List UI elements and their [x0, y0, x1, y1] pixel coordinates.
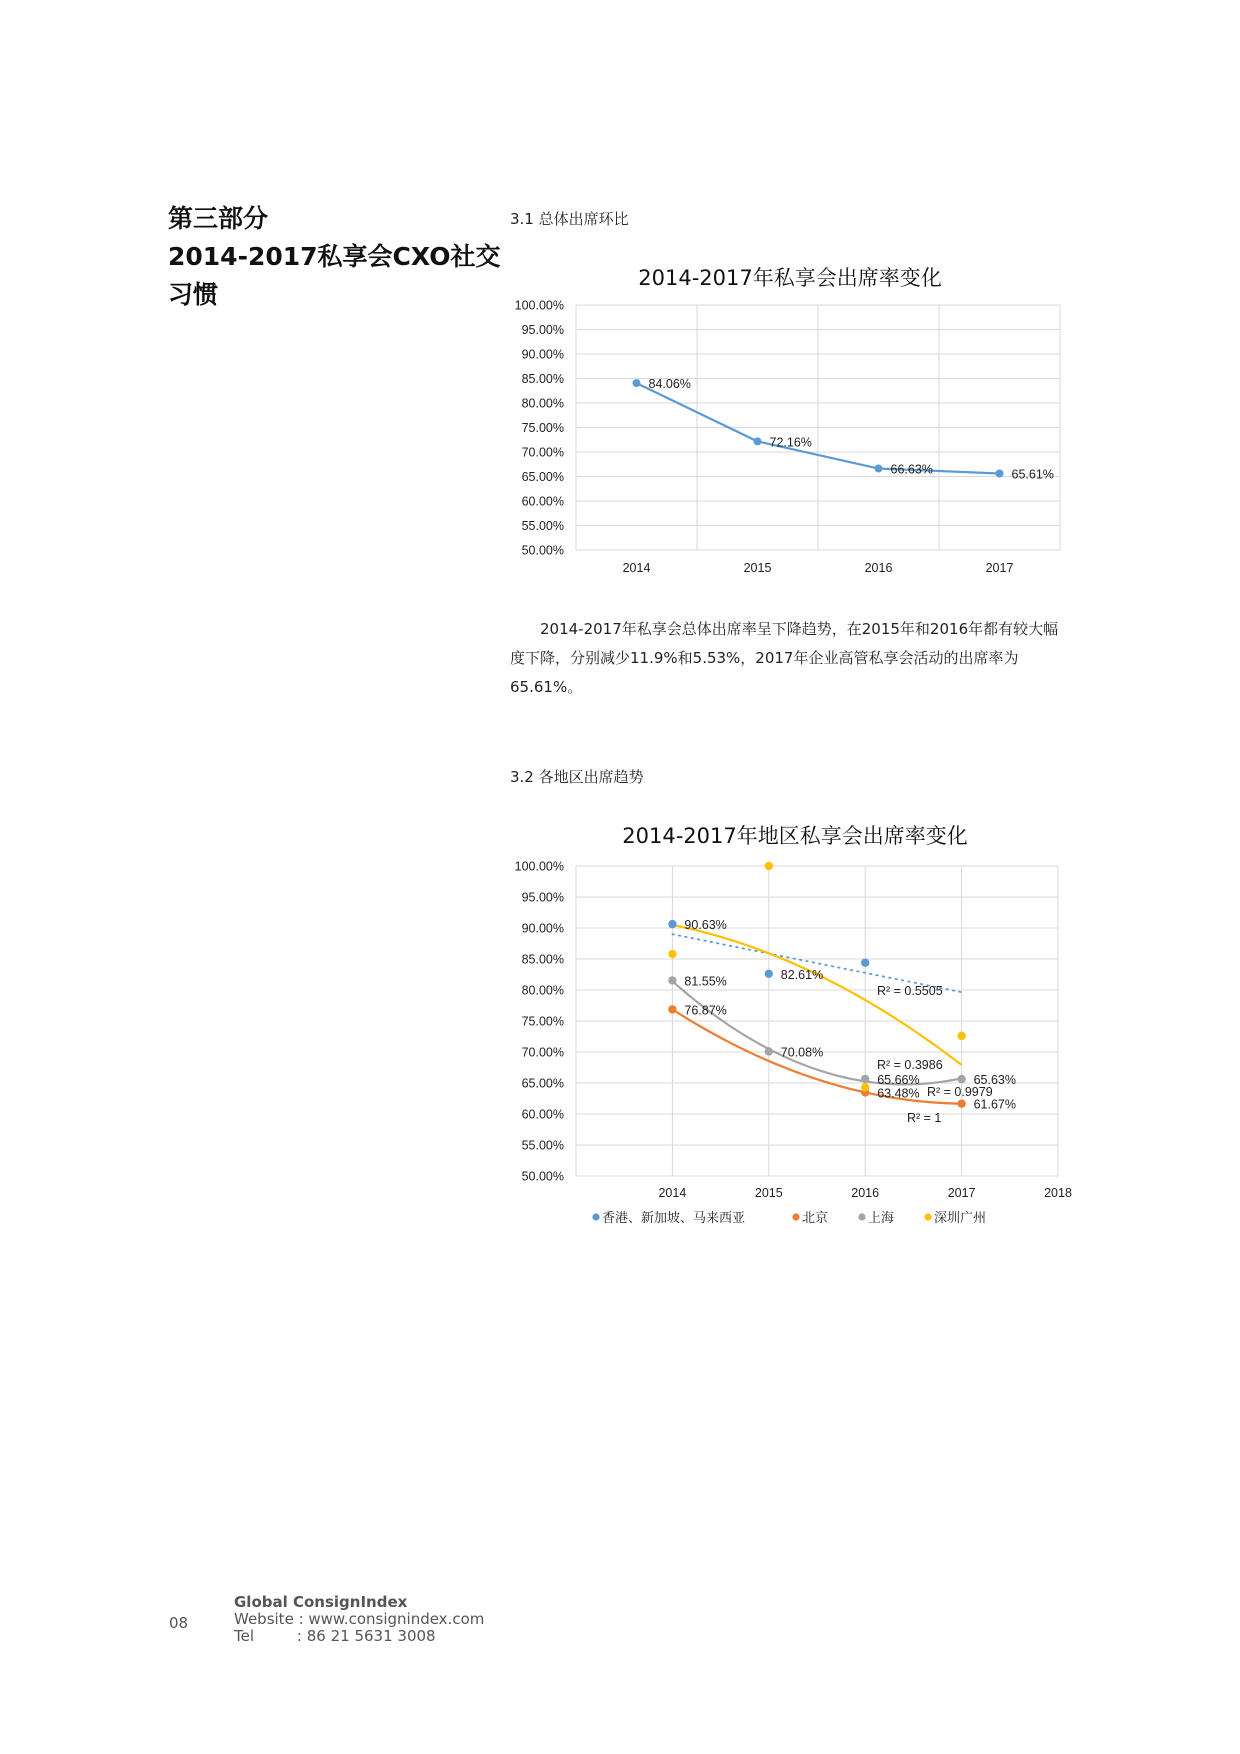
y-tick-label: 90.00% [521, 347, 564, 362]
legend-marker-icon [858, 1213, 865, 1220]
data-label: 76.87% [684, 1003, 727, 1018]
data-label: 65.61% [1011, 467, 1054, 482]
data-point [668, 920, 676, 928]
data-point [861, 1075, 869, 1083]
legend-label: 深圳广州 [934, 1210, 987, 1225]
data-point [668, 1005, 676, 1013]
data-point [957, 1075, 965, 1083]
data-point [668, 950, 676, 958]
y-tick-label: 80.00% [521, 396, 564, 411]
data-label: 63.48% [877, 1086, 920, 1101]
data-point [668, 976, 676, 984]
x-tick-label: 2014 [658, 1186, 687, 1200]
data-point [957, 1099, 965, 1107]
legend-label: 香港、新加坡、马来西亚 [602, 1210, 746, 1225]
y-tick-label: 100.00% [514, 859, 564, 874]
y-tick-label: 100.00% [514, 298, 564, 313]
legend-label: 北京 [802, 1210, 829, 1225]
x-tick-label: 2017 [985, 561, 1014, 575]
data-point [875, 465, 883, 473]
footer-tel: Tel : 86 21 5631 3008 [234, 1627, 436, 1645]
summary-paragraph: 2014-2017年私享会总体出席率呈下降趋势，在2015年和2016年都有较大幅度下降，分别减少11.9%和5.53%，2017年企业高管私享会活动的出席率为65.61%。 [510, 620, 1059, 696]
r-squared-label: R² = 1 [907, 1111, 942, 1125]
y-tick-label: 75.00% [521, 1014, 564, 1029]
data-label: 82.61% [780, 967, 824, 982]
y-tick-label: 50.00% [521, 543, 564, 558]
x-tick-label: 2015 [754, 1186, 783, 1200]
y-tick-label: 65.00% [521, 470, 564, 484]
data-point [765, 862, 773, 870]
data-label: 61.67% [973, 1097, 1017, 1112]
footer-website: Website : www.consignindex.com [234, 1610, 485, 1628]
legend-marker-icon [592, 1213, 599, 1220]
r-squared-label: R² = 0.5505 [877, 984, 943, 998]
data-label: 81.55% [684, 974, 727, 989]
y-tick-label: 50.00% [521, 1169, 564, 1184]
page-number: 08 [169, 1614, 189, 1632]
section-title-line2: 2014-2017私享会CXO社交 [168, 242, 501, 271]
y-tick-label: 95.00% [521, 323, 564, 337]
subheading-overall: 3.1 总体出席环比 [510, 210, 629, 228]
section-title-line3: 习惯 [168, 280, 219, 309]
x-tick-label: 2016 [864, 561, 893, 575]
data-point [754, 437, 762, 445]
data-label: 65.66% [877, 1072, 920, 1087]
y-tick-label: 70.00% [521, 1045, 564, 1060]
chart2-plot [500, 852, 1080, 1237]
data-point [765, 1047, 773, 1055]
footer-info [234, 1594, 484, 1645]
x-tick-label: 2015 [743, 561, 772, 575]
data-label: 65.63% [973, 1073, 1017, 1088]
chart1-plot [500, 295, 1070, 585]
section-title [168, 200, 501, 314]
data-point [765, 970, 773, 978]
y-tick-label: 55.00% [521, 519, 564, 533]
y-tick-label: 95.00% [521, 890, 564, 905]
y-tick-label: 65.00% [521, 1076, 564, 1091]
data-label: 72.16% [769, 435, 812, 450]
y-tick-label: 85.00% [521, 952, 564, 967]
data-label: 90.63% [684, 918, 727, 933]
r-squared-label: R² = 0.9979 [927, 1085, 993, 1099]
data-point [957, 1032, 965, 1040]
chart2-title: 2014-2017年地区私享会出席率变化 [622, 824, 968, 848]
data-point [996, 470, 1004, 478]
y-tick-label: 75.00% [521, 421, 564, 435]
legend-marker-icon [792, 1213, 799, 1220]
legend-label: 上海 [868, 1210, 895, 1225]
legend-marker-icon [924, 1213, 931, 1220]
section-title-line1: 第三部分 [168, 204, 269, 233]
subheading-regional: 3.2 各地区出席趋势 [510, 768, 644, 786]
data-label: 66.63% [890, 462, 933, 477]
data-point [861, 959, 869, 967]
data-label: 84.06% [648, 377, 691, 392]
x-tick-label: 2017 [947, 1186, 976, 1200]
y-tick-label: 60.00% [521, 1107, 564, 1122]
data-point [633, 379, 641, 387]
data-point [861, 1083, 869, 1091]
chart1-title: 2014-2017年私享会出席率变化 [638, 266, 942, 290]
x-tick-label: 2016 [851, 1186, 880, 1200]
y-tick-label: 85.00% [521, 372, 564, 386]
x-tick-label: 2014 [622, 561, 651, 575]
y-tick-label: 80.00% [521, 983, 564, 998]
x-tick-label: 2018 [1044, 1186, 1072, 1200]
r-squared-label: R² = 0.3986 [877, 1058, 943, 1072]
footer-brand: Global ConsignIndex [234, 1593, 408, 1611]
y-tick-label: 90.00% [521, 921, 564, 936]
y-tick-label: 55.00% [521, 1138, 564, 1153]
y-tick-label: 70.00% [521, 445, 564, 460]
data-label: 70.08% [780, 1045, 824, 1060]
y-tick-label: 60.00% [521, 494, 564, 509]
